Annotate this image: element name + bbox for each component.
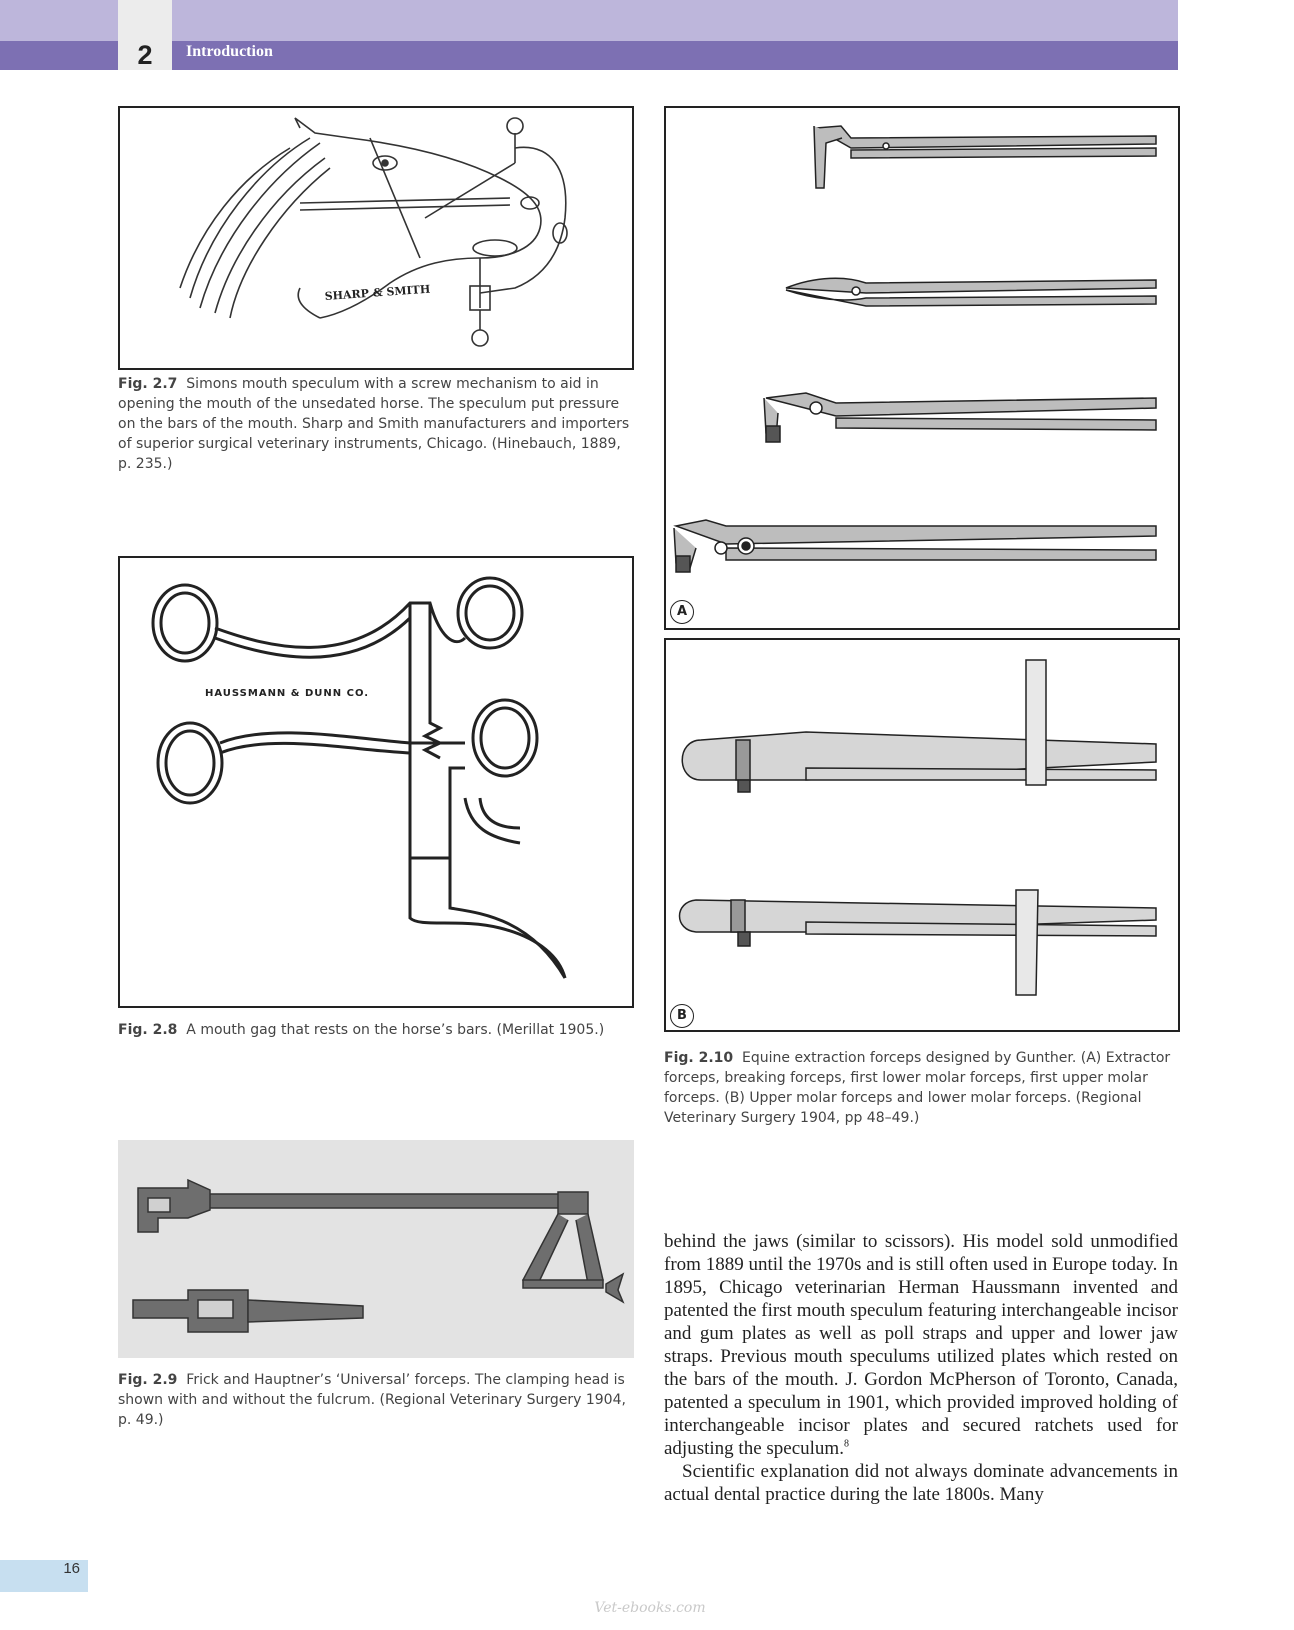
figure-2-9-caption <box>118 1370 630 1430</box>
body-paragraph-1-text: behind the jaws (similar to scissors). His model sold unmodified from 1889 until the 1970s and is still often used in Europe today. In 1895, Chicago veterinarian Herman Haussmann invented and patented the first mouth speculum featuring interchangeable incisor and gum plates as well as poll straps and upper and lower jaw straps. Previous mouth speculums utilized plates which rested on the bars of the mouth. J. Gordon McPherson of Toronto, Canada, patented a speculum in 1901, which provided improved holding of interchangeable incisor plates and secured ratchets used for adjusting the speculum. <box>664 1231 1178 1459</box>
figure-2-7-caption <box>118 374 630 474</box>
figure-2-10-panel-b <box>664 638 1180 1032</box>
extraction-forceps-illustration <box>666 108 1178 628</box>
sharp-smith-engraving: SHARP & SMITH <box>324 282 431 303</box>
footnote-ref: 8 <box>843 1438 849 1450</box>
figure-2-10-panel-a <box>664 106 1180 630</box>
figure-2-10-caption-text: Equine extraction forceps designed by Gunther. (A) Extractor forceps, breaking forceps, first lower molar forceps, first upper molar forceps. (B) Upper molar forceps and lower molar forceps. (Regional Veterinary Surgery 1904, pp 48–49.) <box>664 1050 1171 1126</box>
figure-2-9-label: Fig. 2.9 <box>118 1372 178 1388</box>
figure-2-8-label: Fig. 2.8 <box>118 1022 178 1038</box>
body-paragraph-2: Scientific explanation did not always dominate advancements in actual dental practice during the late 1800s. Many <box>664 1461 1178 1505</box>
figure-2-8-image <box>118 556 634 1008</box>
panel-b-badge: B <box>670 1004 694 1028</box>
header-band-bottom <box>0 41 1178 70</box>
figure-2-10-caption <box>664 1048 1180 1128</box>
figure-2-7-image <box>118 106 634 370</box>
figure-2-9-caption-text: Frick and Hauptner’s ‘Universal’ forceps. The clamping head is shown with and without the fulcrum. (Regional Veterinary Surgery 1904, p. 49.) <box>118 1372 626 1428</box>
figure-2-8-caption <box>118 1020 630 1040</box>
watermark: Vet-ebooks.com <box>594 1600 706 1616</box>
body-paragraph-1 <box>664 1230 1178 1460</box>
body-text <box>664 1230 1178 1506</box>
figure-2-7-label: Fig. 2.7 <box>118 376 178 392</box>
horse-speculum-illustration <box>120 108 632 368</box>
figure-2-7-caption-text: Simons mouth speculum with a screw mechanism to aid in opening the mouth of the unsedated horse. The speculum put pressure on the bars of the mouth. Sharp and Smith manufacturers and importers of superior surgical veterinary instruments, Chicago. (Hinebauch, 1889, p. 235.) <box>118 376 630 472</box>
figure-2-8-caption-text: A mouth gag that rests on the horse’s bars. (Merillat 1905.) <box>186 1022 605 1038</box>
chapter-number: 2 <box>137 40 153 70</box>
mouth-gag-illustration <box>120 558 632 1006</box>
header-band-top <box>0 0 1178 41</box>
figure-2-9-image <box>118 1140 634 1358</box>
molar-forceps-illustration <box>666 640 1178 1030</box>
figure-2-10-label: Fig. 2.10 <box>664 1050 734 1066</box>
haussmann-dunn-engraving: HAUSSMANN & DUNN CO. <box>205 688 370 699</box>
chapter-title: Introduction <box>186 43 273 60</box>
universal-forceps-illustration <box>118 1140 634 1358</box>
page-number: 16 <box>63 1560 80 1577</box>
panel-a-badge: A <box>670 600 694 624</box>
